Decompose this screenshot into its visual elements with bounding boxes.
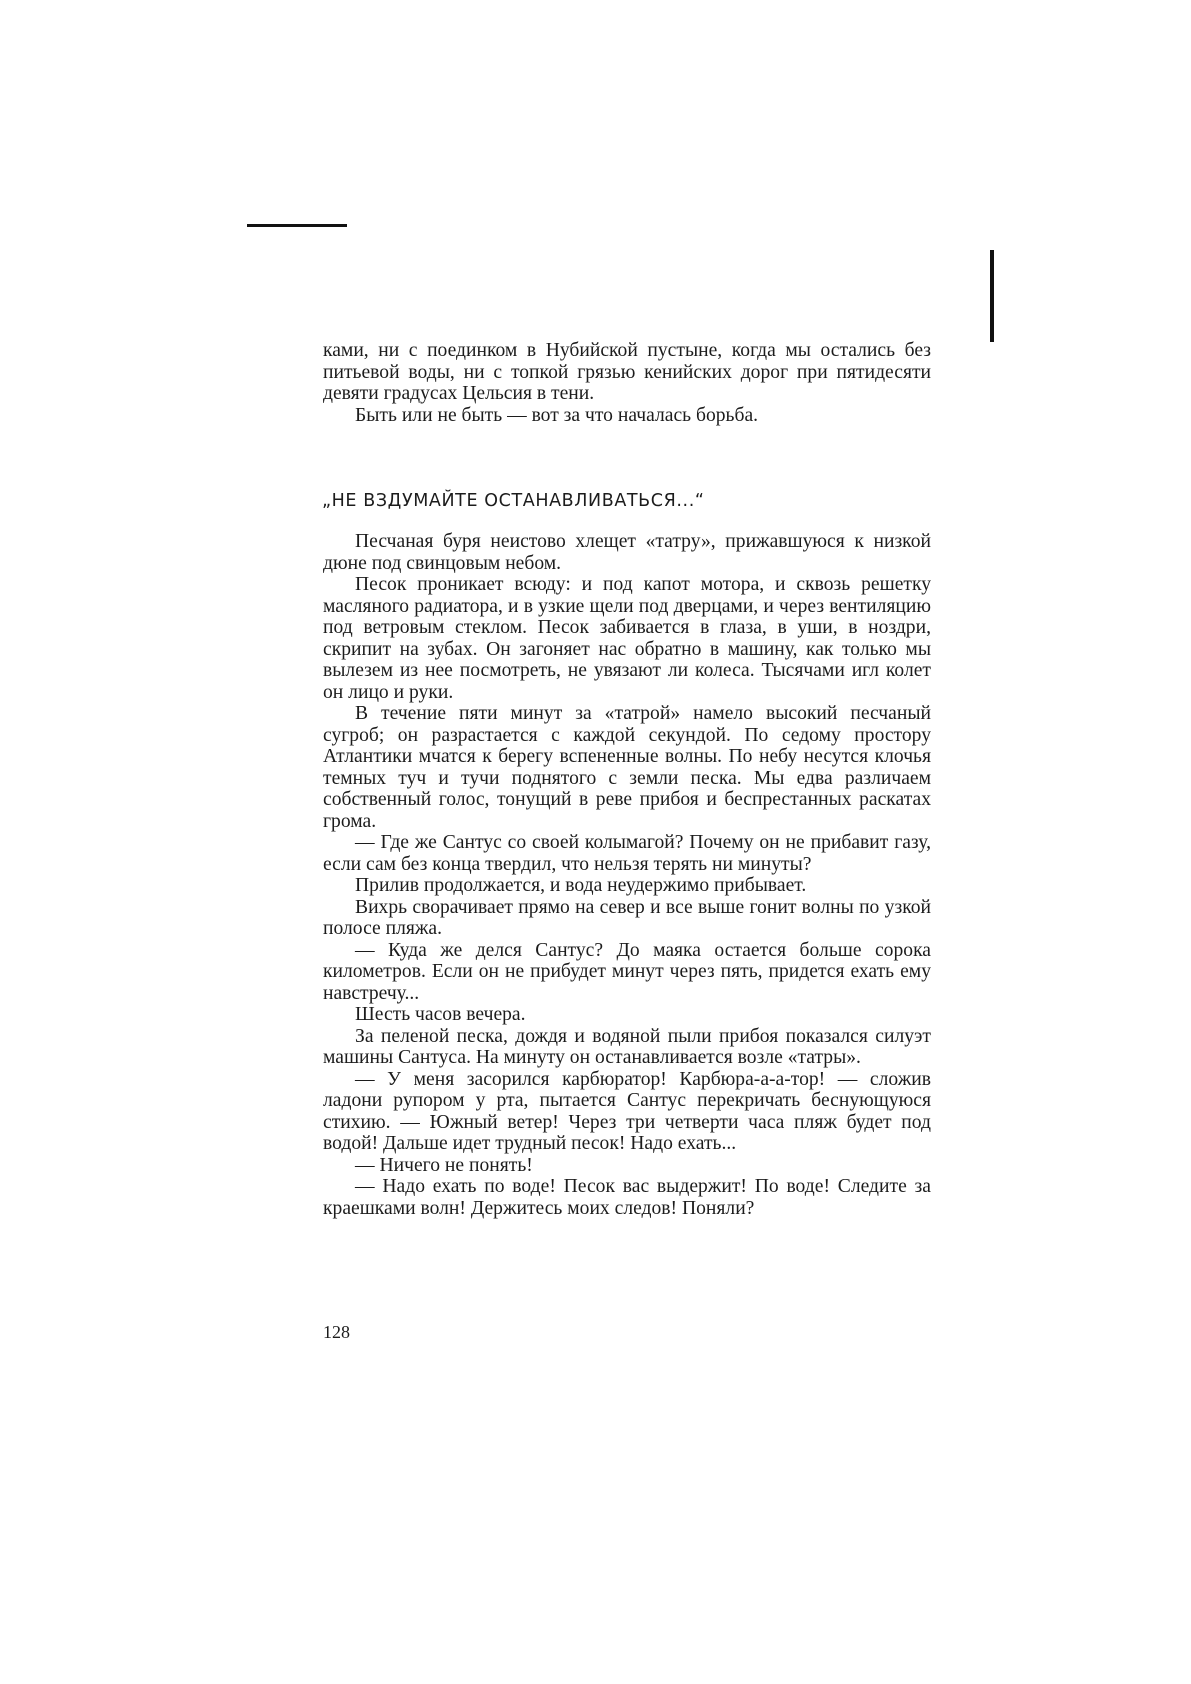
paragraph: ками, ни с поединком в Нубийской пустыне, когда мы остались без питьевой воды, ни с топкой грязью кенийских дорог при пятидесяти девяти градусах Цельсия в тени. [323,340,931,404]
paragraph: — У меня засорился карбюратор! Карбюра-а-а-тор! — сложив ладони рупором у рта, пытается Сантус перекричать беснующуюся стихию. — Южный ветер! Через три четверти часа пляж будет под водой! Дальше идет трудный песок! Надо ехать... [323,1068,931,1154]
paragraph: — Куда же делся Сантус? До маяка остается больше сорока километров. Если он не прибудет минут через пять, придется ехать ему навстречу... [323,939,931,1004]
body-text-block [323,531,931,1219]
paragraph: — Надо ехать по воде! Песок вас выдержит! По воде! Следите за краешками волн! Держитесь моих следов! Поняли? [323,1176,931,1219]
section-heading: „НЕ ВЗДУМАЙТЕ ОСТАНАВЛИВАТЬСЯ...“ [322,491,705,511]
paragraph: — Ничего не понять! [355,1154,533,1176]
page-number: 128 [323,1322,350,1342]
paragraph: Быть или не быть — вот за что началась борьба. [355,404,759,426]
scan-mark-left [247,224,347,227]
top-text-block [323,340,931,426]
paragraph: Вихрь сворачивает прямо на север и все выше гонит волны по узкой полосе пляжа. [323,896,931,939]
paragraph: За пеленой песка, дождя и водяной пыли прибоя показался силуэт машины Сантуса. На минуту он останавливается возле «татры». [323,1025,931,1068]
scan-mark-right [990,250,994,342]
paragraph: Прилив продолжается, и вода неудержимо прибывает. [355,875,807,896]
paragraph: Песчаная буря неистово хлещет «татру», прижавшуюся к низкой дюне под свинцовым небом. [323,531,931,574]
paragraph: — Где же Сантус со своей колымагой? Почему он не прибавит газу, если сам без конца твердил, что нельзя терять ни минуты? [323,832,931,875]
paragraph: Песок проникает всюду: и под капот мотора, и сквозь решетку масляного радиатора, и в узкие щели под дверцами, и через вентиляцию под ветровым стеклом. Песок забивается в глаза, в уши, в ноздри, скрипит на зубах. Он загоняет нас обратно в машину, как только мы вылезем из нее посмотреть, не увязают ли колеса. Тысячами игл колет он лицо и руки. [323,574,931,703]
paragraph: В течение пяти минут за «татрой» намело высокий песчаный сугроб; он разрастается с каждой секундой. По седому простору Атлантики мчатся к берегу вспененные волны. По небу несутся клочья темных туч и тучи поднятого с земли песка. Мы едва различаем собственный голос, тонущий в реве прибоя и беспрестанных раскатах грома. [323,703,931,832]
paragraph: Шесть часов вечера. [355,1004,526,1025]
